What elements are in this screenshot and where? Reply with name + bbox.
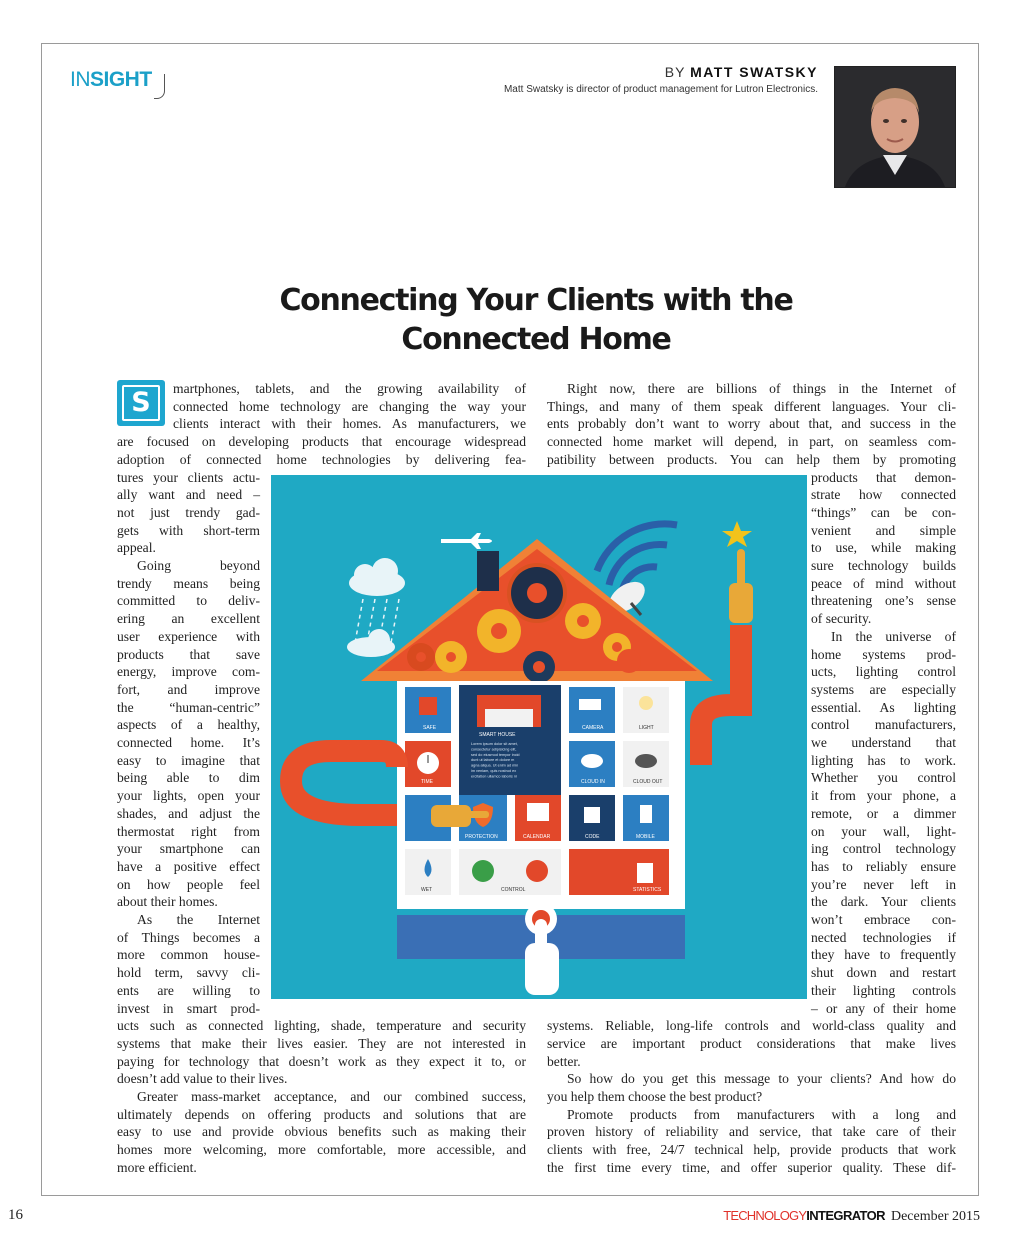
left-column-line: ents are willing to: [117, 982, 260, 998]
right-column-line: Right now, there are billions of things in the Internet of: [567, 381, 956, 396]
left-column-line: user experience with: [117, 628, 260, 644]
magazine-footer: TECHNOLOGYINTEGRATOR December 2015: [723, 1208, 980, 1224]
left-column-line: Going beyond: [137, 558, 260, 573]
svg-text:CAMERA: CAMERA: [582, 725, 604, 731]
tile-control: [459, 849, 561, 895]
smart-home-illustration: [271, 475, 807, 999]
left-column-line: As the Internet: [137, 912, 260, 927]
right-column-line: their lighting controls: [811, 982, 956, 998]
panel-text-line: agna aliqua. Ut enim ad min: [471, 763, 519, 768]
panel-text-line: im veniam, quis nostrud ex: [471, 769, 517, 773]
left-column-line: tures your clients actu-: [117, 469, 260, 485]
left-column-line: ally want and need –: [117, 487, 260, 503]
headline: Connecting Your Clients with the Connected Home: [279, 283, 793, 357]
tile-cloud-out: [623, 741, 669, 787]
left-column-line: appeal.: [117, 540, 156, 556]
right-column-line: control manufacturers,: [811, 717, 956, 733]
author-line: BY MATT SWATSKY: [664, 64, 818, 80]
panel-title: SMART HOUSE: [479, 732, 516, 738]
right-column-line: ents probably don’t want to worry about that, and success in the: [547, 416, 956, 432]
left-column-line: your smartphone can: [117, 841, 260, 857]
left-column-line: thermostat right from: [117, 823, 260, 839]
tile-wet: [405, 849, 451, 895]
left-column-line: are focused on developing products that encourage widespread: [117, 434, 526, 450]
right-column-line: connected home market will depend, in part, on seamless com-: [547, 434, 956, 450]
right-column-line: essential. As lighting: [811, 699, 956, 715]
left-column-line: trendy means being: [117, 575, 260, 591]
left-column-line: fort, and improve: [117, 681, 260, 697]
right-column-line: strate how connected: [811, 487, 956, 503]
svg-text:SAFE: SAFE: [423, 725, 437, 731]
right-column-line: they have to frequently: [811, 947, 956, 963]
left-column-line: ucts such as connected lighting, shade, temperature and security: [117, 1018, 526, 1034]
left-column-line: gets with short-term: [117, 522, 260, 538]
svg-text:CODE: CODE: [585, 834, 600, 840]
svg-text:TIME: TIME: [421, 779, 433, 785]
left-column-line: homes more welcoming, more comfortable, more accessible, and: [117, 1142, 526, 1158]
right-column-line: products that demon-: [811, 469, 956, 485]
right-column-line: peace of mind without: [811, 575, 956, 591]
left-column-line: easy to use and provide obvious benefits such as making their: [117, 1124, 526, 1140]
right-column-line: shut down and restart: [811, 965, 956, 981]
right-column-line: the first time every time, and offer superior quality. These dif-: [547, 1159, 956, 1175]
left-column-line: invest in smart prod-: [117, 1000, 260, 1016]
svg-text:CALENDAR: CALENDAR: [523, 834, 551, 840]
tile-camera: [569, 687, 615, 733]
right-column-line: patibility between products. You can help them by promoting: [547, 451, 956, 467]
right-column-line: won’t embrace con-: [811, 912, 956, 927]
left-column-line: about their homes.: [117, 894, 218, 910]
right-column-line: nected technologies if: [811, 929, 956, 945]
tile-statistics: [569, 849, 669, 895]
byline: [504, 64, 818, 95]
drop-cap: S: [117, 380, 165, 426]
left-column-line: Greater mass-market acceptance, and our combined success,: [137, 1089, 526, 1104]
left-column-line: aspects of a healthy,: [117, 717, 260, 733]
author-name: MATT SWATSKY: [690, 64, 818, 80]
svg-text:CLOUD IN: CLOUD IN: [581, 779, 605, 785]
right-column-line: you help them choose the best product?: [547, 1089, 763, 1104]
right-column-line: the dark. Your clients: [811, 894, 956, 910]
right-column-line: lighting has to work.: [811, 752, 956, 768]
left-column-line: easy to imagine that: [117, 752, 260, 768]
svg-text:PROTECTION: PROTECTION: [465, 834, 498, 840]
right-column-line: Things, and many of them speak different languages. Your cli-: [547, 398, 956, 414]
panel-text-line: Lorem ipsum dolor sit amet,: [471, 742, 518, 746]
right-column-line: So how do you get this message to your clients? And how do: [567, 1071, 956, 1087]
tile-code: [569, 795, 615, 841]
left-column-line: shades, and adjust the: [117, 805, 260, 821]
svg-text:CLOUD OUT: CLOUD OUT: [633, 779, 663, 785]
panel-text: [471, 742, 520, 778]
svg-text:MOBILE: MOBILE: [636, 834, 655, 840]
left-column-line: doesn’t add value to their lives.: [117, 1071, 288, 1087]
left-column-line: hold term, savvy cli-: [117, 965, 260, 981]
right-column-line: Promote products from manufacturers with a long and: [567, 1106, 956, 1122]
right-column-line: ucts, lighting control: [811, 664, 956, 680]
right-column-line: you’re never left in: [811, 876, 956, 892]
right-column-line: clients with free, 24/7 technical help, provide products that work: [547, 1142, 956, 1158]
right-column-line: systems are especially: [811, 681, 956, 697]
right-column-line: home systems prod-: [811, 646, 956, 662]
right-column-line: on your wall, light-: [811, 823, 956, 839]
left-column-line: of Things becomes a: [117, 929, 260, 945]
right-column-line: it from your phone, a: [811, 788, 956, 804]
left-column-line: on how people feel: [117, 876, 260, 892]
section-label: INSIGHT: [70, 68, 152, 92]
tile-cloud-in: [569, 741, 615, 787]
left-column-line: more common house-: [117, 947, 260, 963]
author-photo: [834, 66, 956, 188]
panel-text-line: sed do eiusmod tempor incid: [471, 752, 520, 757]
right-column-line: systems. Reliable, long-life controls and world-class quality and: [547, 1018, 956, 1034]
right-column-line: to use, while making: [811, 540, 956, 556]
author-bio: Matt Swatsky is director of product management for Lutron Electronics.: [503, 84, 818, 95]
right-column-line: – or any of their home: [811, 1000, 956, 1016]
right-column-line: better.: [547, 1053, 581, 1069]
left-column-line: paying for technology that doesn’t work as they expect it to, or: [117, 1053, 526, 1069]
right-column-line: In the universe of: [831, 628, 956, 644]
tile-light: [623, 687, 669, 733]
right-column-line: we understand that: [811, 735, 956, 750]
right-column-line: sure technology builds: [811, 558, 956, 573]
right-column-line: proven history of reliability and service, that take care of their: [547, 1124, 956, 1140]
right-column-line: remote, or a dimmer: [811, 805, 956, 821]
left-column-line: more efficient.: [117, 1159, 197, 1175]
tile-mobile: [623, 795, 669, 841]
right-column-line: ing control technology: [811, 841, 956, 857]
left-column-line: energy, improve com-: [117, 664, 260, 680]
left-column-line: not just trendy gad-: [117, 504, 260, 520]
right-column-line: “things” can be con-: [811, 504, 956, 520]
svg-text:STATISTICS: STATISTICS: [633, 887, 662, 893]
tile-safe: [405, 687, 451, 733]
svg-text:LIGHT: LIGHT: [639, 725, 654, 731]
panel-text-line: consectetur adipisicing elit,: [471, 747, 517, 752]
left-column-line: systems that make their lives easier. They are not interested in: [117, 1035, 526, 1051]
page-number: 16: [8, 1207, 23, 1223]
left-column-line: have a positive effect: [117, 858, 260, 874]
panel-text-line: ercitation ullamco laboris ni: [471, 774, 517, 779]
right-column-line: Whether you control: [811, 770, 956, 786]
left-column-line: products that save: [117, 646, 260, 662]
left-column-line: clients interact with their homes. As manufacturers, we: [173, 416, 526, 432]
panel-text-line: dunt ut labore et dolore m: [471, 758, 515, 763]
right-column-line: venient and simple: [811, 522, 956, 538]
left-column-line: martphones, tablets, and the growing availability of: [173, 381, 526, 396]
right-column-line: service are important product considerations that make lives: [547, 1035, 956, 1051]
tile-time: [405, 741, 451, 787]
left-column-line: ultimately depends on offering products and solutions that are: [117, 1106, 526, 1122]
left-column-line: ering an excellent: [117, 611, 260, 627]
left-column-line: committed to deliv-: [117, 593, 260, 609]
right-column-line: threatening one’s sense: [811, 593, 956, 609]
left-column-line: connected home technology are changing the way your: [173, 398, 526, 414]
svg-text:WET: WET: [421, 887, 433, 893]
svg-text:CONTROL: CONTROL: [501, 887, 526, 893]
tile-calendar: [515, 795, 561, 841]
left-column-line: your lights, open your: [117, 788, 260, 804]
right-column-line: has to reliably ensure: [811, 858, 956, 874]
right-column-line: of security.: [811, 611, 872, 627]
left-column-line: being able to dim: [117, 770, 260, 786]
left-column-line: adoption of connected home technologies by delivering fea-: [117, 451, 526, 467]
left-column-line: connected home. It’s: [117, 735, 260, 750]
left-column-line: the “human-centric”: [117, 699, 260, 715]
